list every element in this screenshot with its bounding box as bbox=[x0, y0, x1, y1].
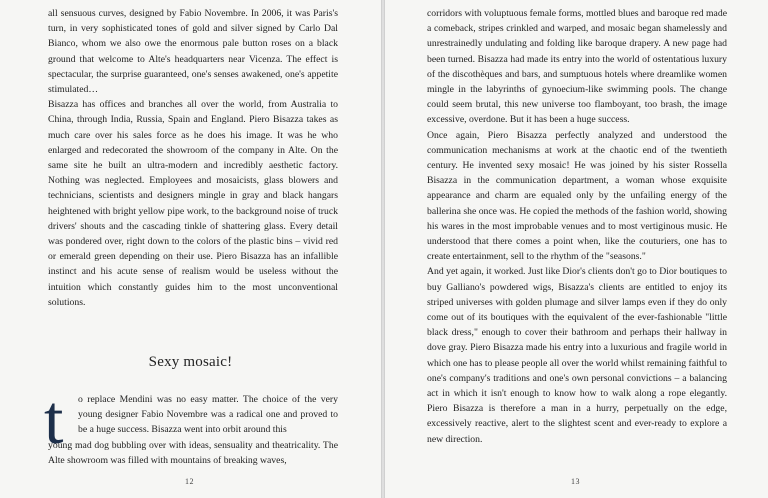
right-paragraph-3: And yet again, it worked. Just like Dior's clients don't go to Dior boutiques to buy Galliano's powdered wigs, Bisazza's clients are entitled to enjoy its striped universes with golden plumage and silver lamps even if they do only come out of its boutiques with the equivalent of the ever-fashionable "little black dress," enough to cover their bathroom and perhaps their hallway in dove gray. Piero Bisazza made his entry into a luxurious and fragile world in which one has to please people all over the world whilst remaining faithful to one's company's traditions and one's own personal convictions – a balancing act in which it isn't enough to know how to walk along a rope elegantly. Piero Bisazza is therefore a man in a hurry, perpetually on the edge, excessively reactive, alert to the slightest scent and ever-ready to explore a new direction. bbox=[427, 266, 728, 445]
page-number-left: 12 bbox=[185, 477, 194, 486]
left-page-text bbox=[48, 6, 338, 310]
section-indented-lines: o replace Mendini was no easy matter. The choice of the very young designer Fabio Novembre was a radical one and proved to be a huge success. Bisazza went into orbit around this bbox=[78, 394, 338, 436]
right-page bbox=[385, 0, 768, 498]
left-page bbox=[0, 0, 381, 498]
section-heading: Sexy mosaic! bbox=[148, 354, 233, 370]
right-paragraph-2: Once again, Piero Bisazza perfectly analyzed and understood the communication mechanisms at work at the chaotic end of the twentieth century. He invented sexy mosaic! He was joined by his sister Rossella Bisazza in the communication department, a woman whose exquisite appearance and charm are equaled only by the unfailing energy of the ballerina she once was. He copied the methods of the fashion world, showing his wares in the most improbable venues and to most vertiginous music. He understood that there comes a point when, like the couturiers, one has to create entertainment, sell to the rhythm of the "seasons." bbox=[427, 129, 727, 263]
drop-cap: t bbox=[44, 382, 64, 459]
right-paragraph-1: corridors with voluptuous female forms, mottled blues and baroque red made a comeback, stripes crinkled and warped, and mosaic began shamelessly and unrestrainedly undulating and folding like baroque drapery. A new page had been turned. Bisazza had made its entry into the world of ostentatious luxury of the discothèques and bars, and sumptuous hotels where dreamlike women mingle in the labyrinths of gynoecium-like swimming pools. The change could seem brutal, this new universe too flamboyant, too brash, the image excessive, overdone. But it has been a huge success. bbox=[427, 8, 727, 126]
right-page-text bbox=[427, 6, 727, 447]
left-paragraph-2: Bisazza has offices and branches all over the world, from Australia to China, through India, Russia, Spain and England. Piero Bisazza takes as much care over his sales force as he does his image. It was he who enlarged and redecorated the showroom of the company in Alte. On the same site he built an ultra-modern and incredibly aesthetic factory. Nothing was neglected. Employees and mosaicists, glass blowers and technicians, scientists and designers mingle in gray and black hangars heightened with bright yellow pipe work, to the background noise of truck drivers' shouts and the cascading tinkle of shattering glass. Every detail was pondered over, right down to the colors of the plastic bins – vivid red or emerald green depending on their use. Piero Bisazza has an infallible instinct and his acute sense of realism would be useless without the intuition which constantly guides him to the most unconventional solutions. bbox=[48, 99, 338, 308]
page-number-right: 13 bbox=[571, 477, 580, 486]
section-rest: young mad dog bubbling over with ideas, sensuality and theatricality. The Alte showroom was filled with mountains of breaking waves, bbox=[48, 439, 338, 466]
section-body bbox=[48, 392, 338, 468]
left-paragraph-1: all sensuous curves, designed by Fabio Novembre. In 2006, it was Paris's turn, in very sophisticated tones of gold and silver signed by Carlo Dal Bianco, whom we also owe the enormous pale button roses on a black ground that welcome to Alte's headquarters near Vicenza. The effect is spectacular, the surprise guaranteed, one's senses awakened, one's appetite stimulated… bbox=[48, 8, 338, 96]
